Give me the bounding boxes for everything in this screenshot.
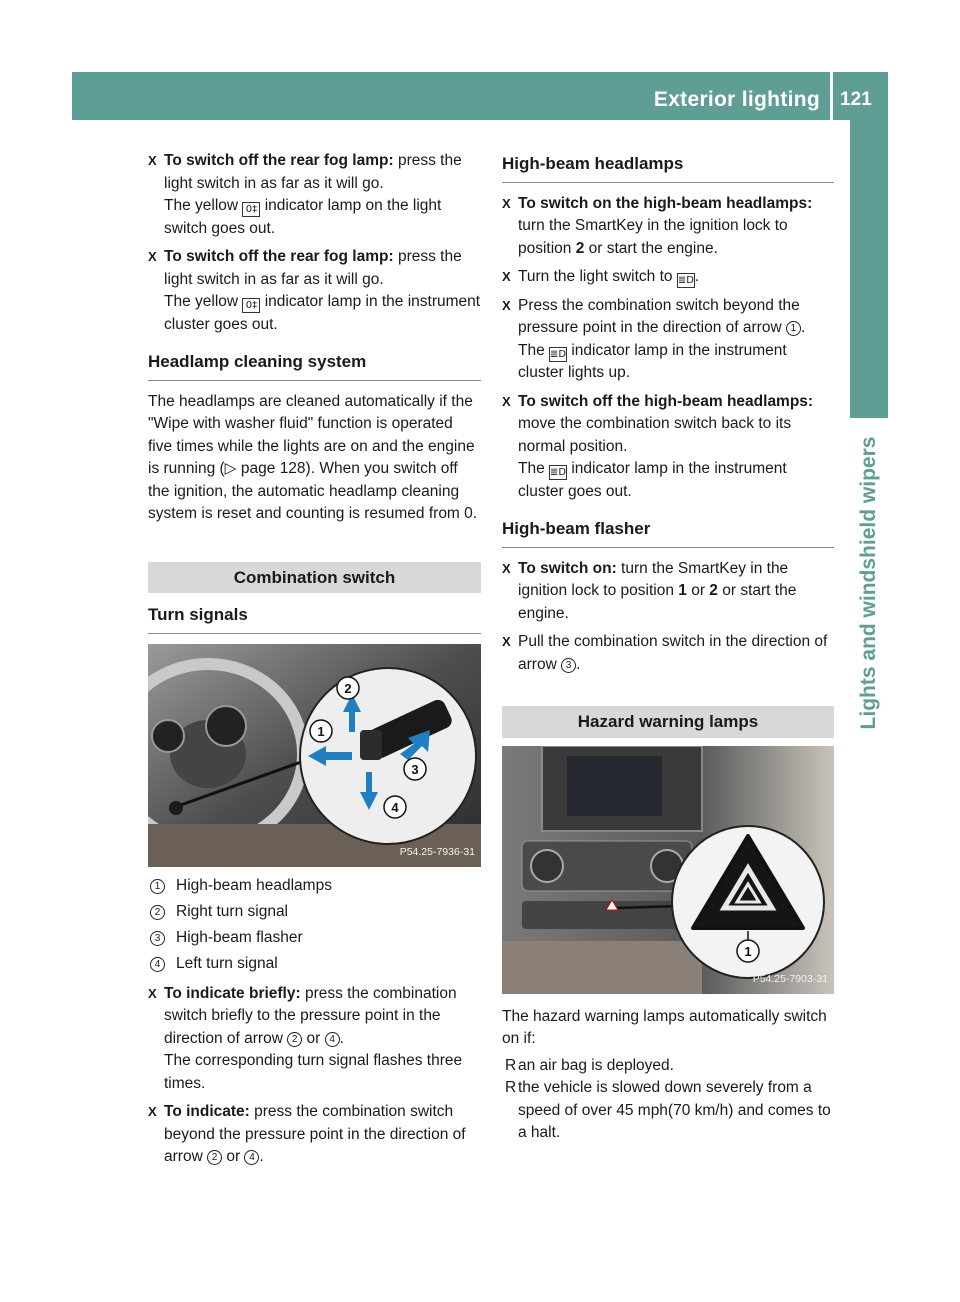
legend-item bbox=[148, 927, 481, 953]
step-marker: X bbox=[502, 560, 511, 576]
step-marker: X bbox=[148, 1104, 157, 1119]
result-text: indicator lamp in the instrument cluster goes out. bbox=[518, 460, 787, 500]
result-text: The bbox=[518, 341, 550, 359]
heading-hazard-warning: Hazard warning lamps bbox=[502, 706, 834, 738]
arrow-ref: 4 bbox=[325, 1032, 340, 1047]
step-marker: X bbox=[502, 297, 511, 313]
callout-4-label: 4 bbox=[391, 799, 399, 815]
step-marker: X bbox=[502, 195, 511, 211]
legend-label: High-beam flasher bbox=[176, 928, 303, 946]
heading-high-beam-flasher: High-beam flasher bbox=[502, 515, 834, 548]
step-text: Turn the light switch to bbox=[518, 268, 677, 285]
step-text: press the combination switch beyond the pressure point in the direction of arrow bbox=[164, 1103, 466, 1165]
position-value: 1 bbox=[678, 582, 687, 599]
arrow-ref: 2 bbox=[207, 1150, 222, 1165]
step-text: turn the SmartKey in the ignition lock to position bbox=[518, 217, 788, 257]
result-text: The bbox=[518, 460, 550, 477]
list-item-text: the vehicle is slowed down severely from a speed of over 45 mph(70 km/h) and comes to a halt. bbox=[518, 1079, 831, 1141]
step-text: . bbox=[576, 655, 581, 673]
figure-combination-switch bbox=[148, 644, 481, 867]
combination-switch-illustration bbox=[148, 644, 481, 867]
chapter-label: Lights and windshield wipers bbox=[856, 436, 880, 730]
chapter-label-wrap bbox=[850, 418, 888, 748]
legend-number: 1 bbox=[150, 879, 165, 894]
step-text: . bbox=[694, 268, 700, 285]
figure-code: P54.25-7936-31 bbox=[399, 846, 475, 858]
header-divider bbox=[830, 72, 833, 120]
step-fog-off-1 bbox=[148, 150, 481, 240]
result-text: The corresponding turn signal flashes three times. bbox=[164, 1052, 463, 1092]
heading-turn-signals: Turn signals bbox=[148, 601, 481, 634]
page-title: Exterior lighting bbox=[653, 88, 820, 111]
list-item bbox=[502, 1055, 834, 1078]
step-text: press the light switch in as far as it will go. bbox=[164, 152, 462, 192]
step-label: To switch off the high-beam headlamps: bbox=[518, 392, 814, 410]
heading-high-beam: High-beam headlamps bbox=[502, 150, 834, 183]
figure-code: P54.25-7903-31 bbox=[752, 973, 828, 985]
legend-item bbox=[148, 875, 481, 901]
high-beam-icon: ≣D bbox=[550, 348, 567, 360]
legend-item bbox=[148, 953, 481, 979]
callout-1-label: 1 bbox=[744, 943, 752, 959]
hazard-intro: The hazard warning lamps automatically switch on if: bbox=[502, 1007, 827, 1047]
step-press-switch bbox=[502, 295, 834, 385]
rear-fog-icon: 0‡ bbox=[242, 202, 260, 217]
result-text: indicator lamp on the light switch goes out. bbox=[164, 197, 442, 237]
step-text: turn the SmartKey in the ignition lock to position bbox=[518, 559, 789, 599]
result-text: indicator lamp in the instrument cluster goes out. bbox=[164, 293, 481, 333]
step-marker: X bbox=[502, 269, 511, 284]
step-indicate-briefly bbox=[148, 983, 481, 1096]
step-marker: X bbox=[148, 985, 157, 1001]
legend-number: 2 bbox=[150, 905, 165, 920]
step-pull-switch bbox=[502, 631, 834, 676]
step-text: or bbox=[222, 1148, 245, 1165]
legend-item bbox=[148, 901, 481, 927]
step-label: To switch on: bbox=[518, 559, 617, 577]
step-marker: X bbox=[148, 153, 157, 168]
step-text: press the combination switch briefly to the pressure point in the direction of arrow bbox=[164, 984, 457, 1047]
legend-label: Left turn signal bbox=[176, 954, 278, 972]
legend-number: 4 bbox=[150, 957, 165, 972]
callout-1-label: 1 bbox=[317, 723, 325, 739]
result-text: The yellow bbox=[164, 293, 243, 310]
step-label: To indicate briefly: bbox=[164, 984, 301, 1002]
bullet-marker: R bbox=[505, 1079, 517, 1096]
callout-2-label: 2 bbox=[344, 680, 352, 696]
arrow-ref: 3 bbox=[561, 658, 576, 673]
position-value: 2 bbox=[709, 582, 718, 599]
page-number: 121 bbox=[840, 89, 872, 110]
step-marker: X bbox=[502, 634, 511, 649]
step-text: . bbox=[339, 1029, 344, 1047]
arrow-ref: 2 bbox=[287, 1032, 302, 1047]
figure-hazard-switch bbox=[502, 746, 834, 994]
step-label: To switch off the rear fog lamp: bbox=[164, 152, 394, 169]
step-text: or bbox=[302, 1029, 325, 1047]
hazard-conditions-list bbox=[502, 1055, 834, 1145]
rear-fog-icon: 0‡ bbox=[242, 298, 260, 313]
step-text: . bbox=[259, 1148, 264, 1165]
high-beam-icon: ≣D bbox=[550, 467, 567, 478]
right-column bbox=[502, 150, 834, 1145]
list-item bbox=[502, 1077, 834, 1145]
step-text: move the combination switch back to its normal position. bbox=[518, 415, 792, 455]
callout-3-label: 3 bbox=[411, 761, 419, 777]
step-indicate bbox=[148, 1101, 481, 1169]
figure-legend bbox=[148, 875, 481, 979]
heading-combination-switch: Combination switch bbox=[148, 562, 481, 594]
left-column bbox=[148, 150, 481, 1175]
step-turn-light-switch bbox=[502, 266, 834, 289]
arrow-ref: 1 bbox=[786, 321, 801, 336]
cleaning-paragraph: The headlamps are cleaned automatically if the "Wipe with washer fluid" function is operated five times while the lights are on and the engine is running (▷ page 128). When you switch off the ignition, the automatic headlamp cleaning system is reset and counting is resumed from 0. bbox=[148, 392, 478, 522]
position-value: 2 bbox=[575, 239, 585, 257]
step-text: Press the combination switch beyond the pressure point in the direction of arrow bbox=[518, 296, 800, 336]
step-label: To switch on the high-beam headlamps: bbox=[518, 194, 813, 212]
arrow-ref: 4 bbox=[244, 1150, 259, 1165]
bullet-marker: R bbox=[505, 1056, 517, 1074]
legend-label: Right turn signal bbox=[176, 902, 289, 920]
step-text: or bbox=[686, 582, 710, 599]
step-text: . bbox=[800, 319, 806, 336]
step-switch-on bbox=[502, 558, 834, 626]
step-marker: X bbox=[502, 393, 511, 409]
step-text: or start the engine. bbox=[584, 239, 718, 257]
step-text: or start the engine. bbox=[518, 582, 797, 622]
step-high-beam-off bbox=[502, 391, 834, 504]
result-text: The yellow bbox=[164, 197, 243, 214]
step-text: Pull the combination switch in the direction of arrow bbox=[518, 633, 828, 673]
step-fog-off-2 bbox=[148, 246, 481, 336]
heading-headlamp-cleaning: Headlamp cleaning system bbox=[148, 348, 481, 381]
step-marker: X bbox=[148, 249, 157, 264]
step-high-beam-on bbox=[502, 193, 834, 261]
legend-number: 3 bbox=[150, 931, 165, 946]
hazard-switch-illustration bbox=[502, 746, 834, 994]
legend-label: High-beam headlamps bbox=[176, 876, 332, 894]
step-label: To switch off the rear fog lamp: bbox=[164, 248, 394, 265]
step-label: To indicate: bbox=[164, 1103, 250, 1120]
low-beam-icon: ≣D bbox=[677, 275, 694, 286]
chapter-tab bbox=[850, 120, 888, 418]
result-text: indicator lamp in the instrument cluster lights up. bbox=[518, 341, 787, 381]
step-text: press the light switch in as far as it will go. bbox=[164, 248, 462, 288]
list-item-text: an air bag is deployed. bbox=[518, 1056, 674, 1074]
